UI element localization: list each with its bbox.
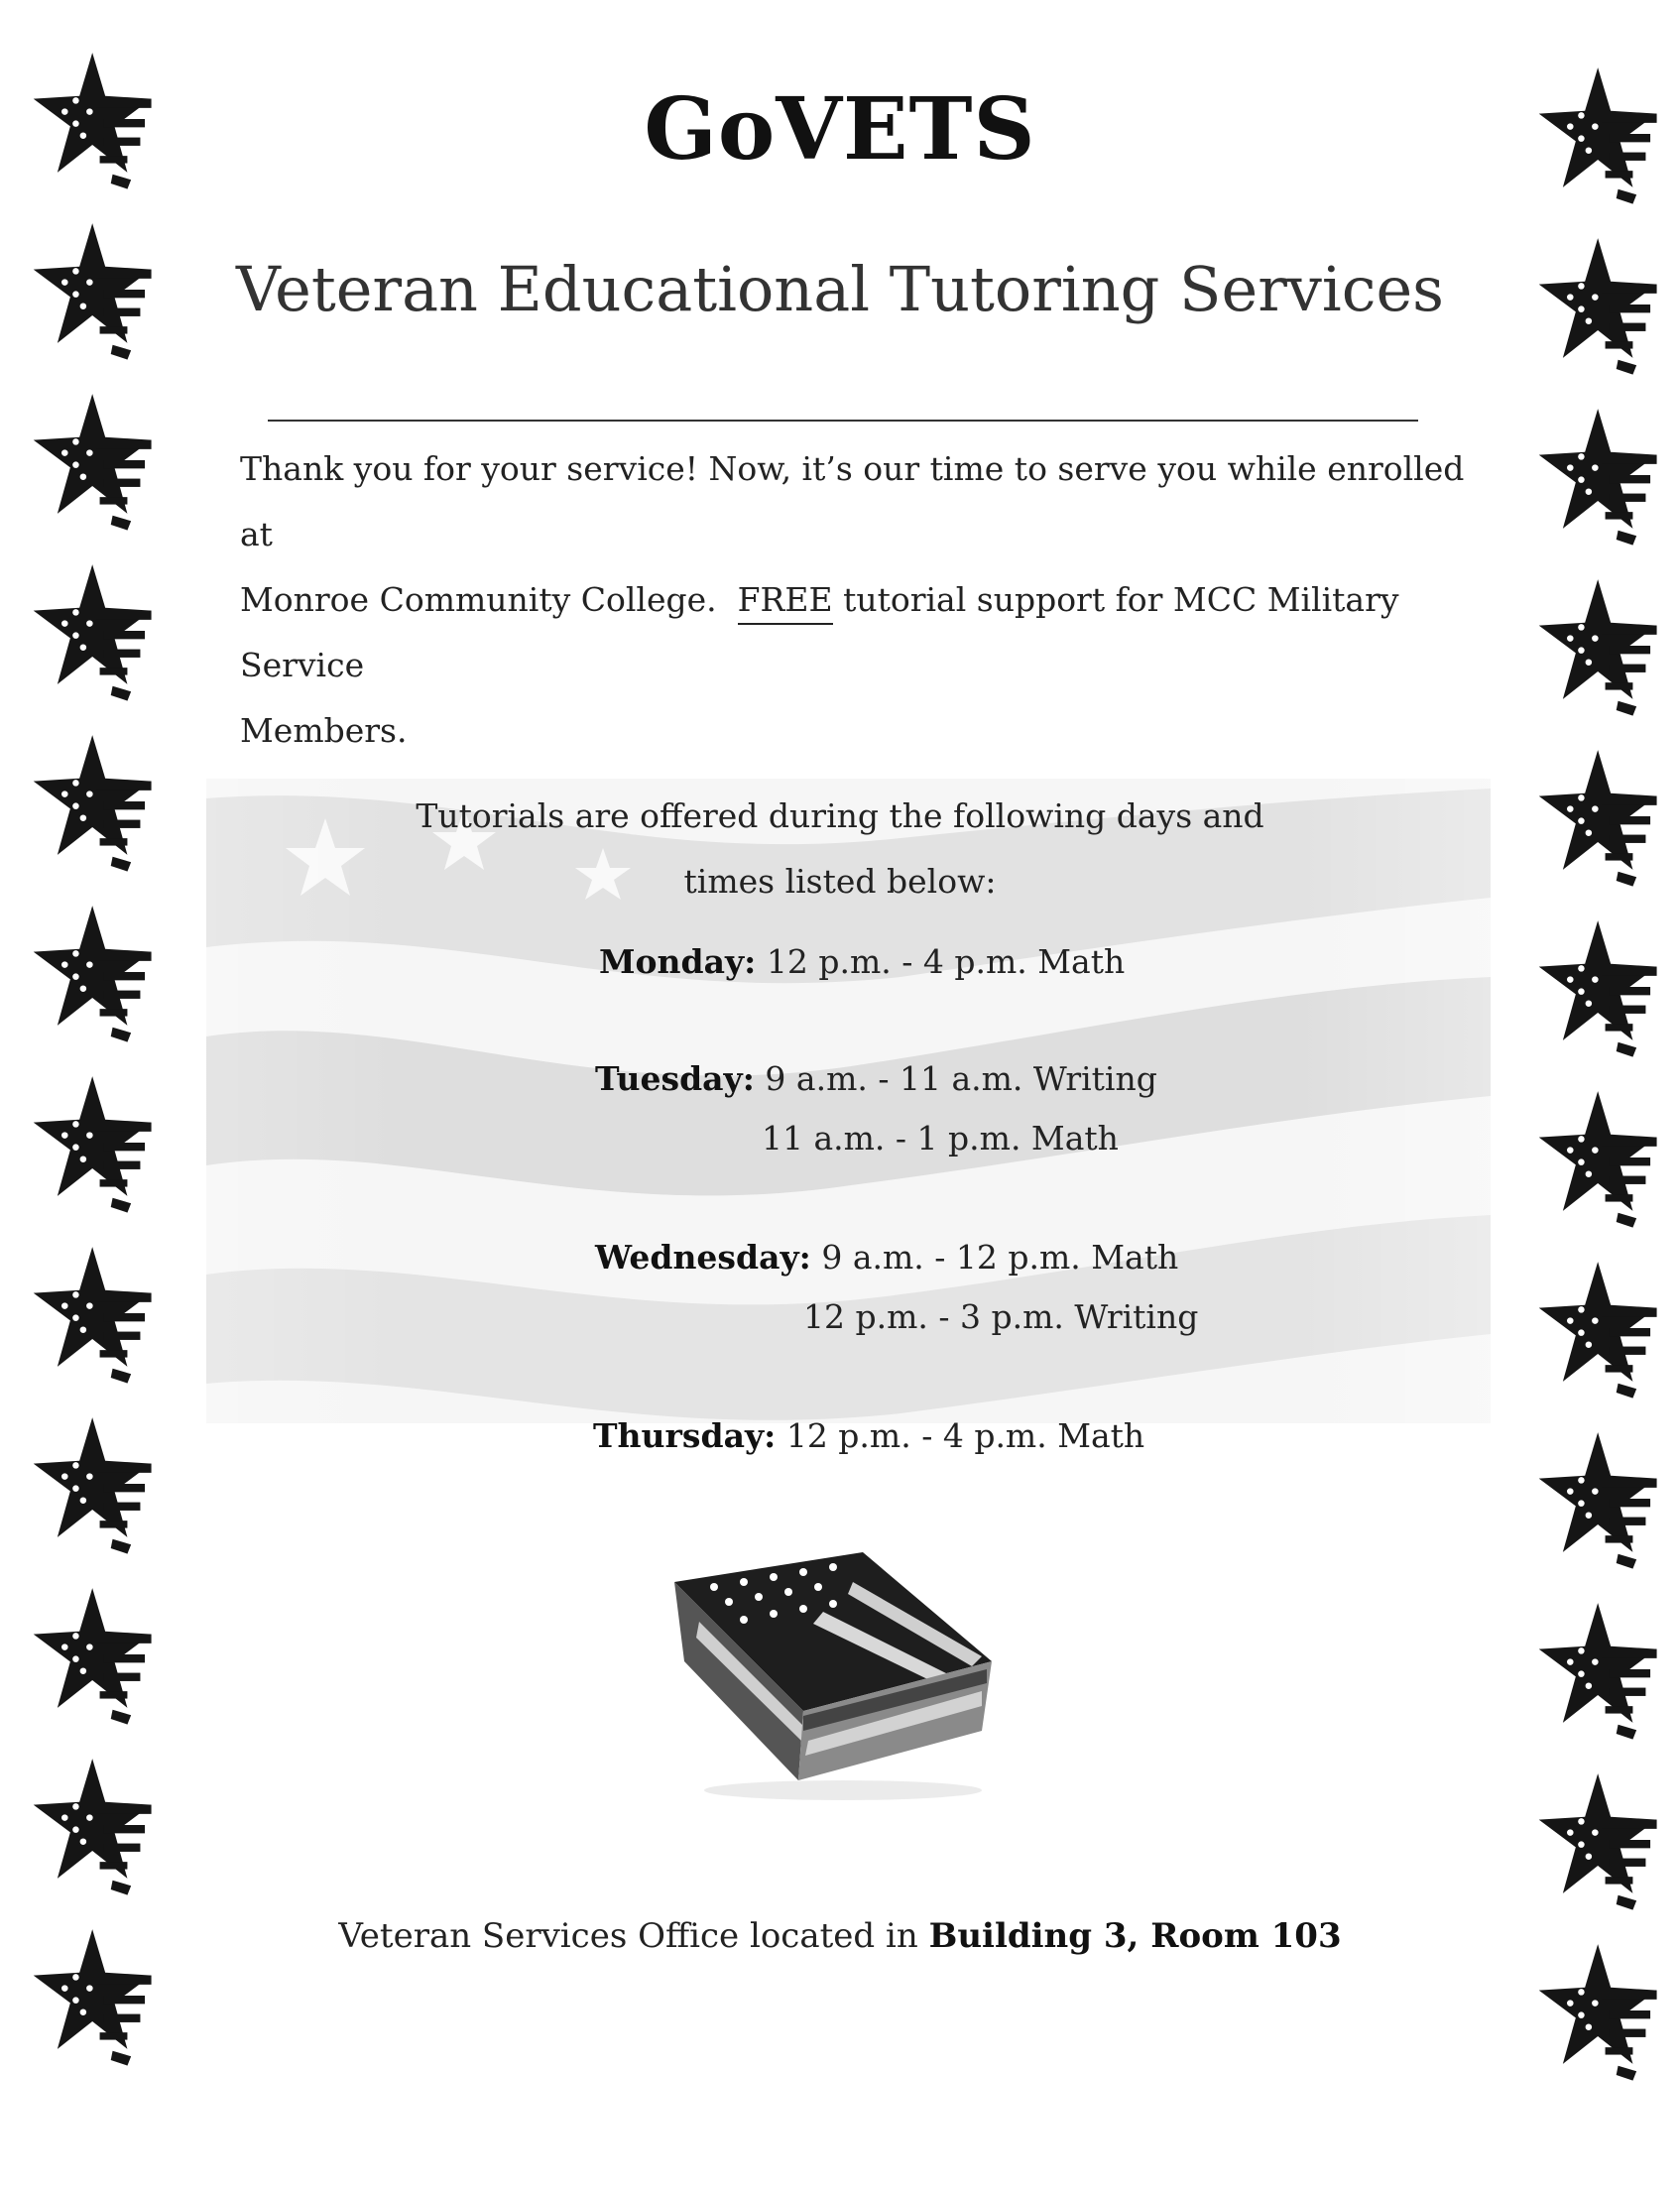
schedule-row-tuesday — [595, 1059, 1157, 1098]
page-subtitle: Veteran Educational Tutoring Services — [236, 253, 1444, 325]
flag-star-icon — [1535, 396, 1664, 554]
flag-star-icon — [30, 1575, 159, 1734]
schedule-intro — [0, 784, 1680, 914]
footer-text: Veteran Services Office located in — [338, 1916, 918, 1956]
day-label: Thursday: — [593, 1416, 777, 1455]
footer-location — [0, 1916, 1680, 1956]
intro-paragraph — [240, 436, 1470, 764]
schedule-intro-line-2: times listed below: — [683, 862, 997, 901]
flag-book-icon — [655, 1542, 1012, 1810]
day-label: Wednesday: — [595, 1238, 811, 1277]
intro-line-3: Members. — [240, 711, 408, 750]
left-star-border — [30, 0, 159, 2192]
day-label: Tuesday: — [595, 1059, 755, 1098]
free-emphasis: FREE — [738, 580, 833, 625]
flag-star-icon — [1535, 1249, 1664, 1407]
flag-star-icon — [1535, 1761, 1664, 1919]
schedule-row-thursday — [593, 1416, 1144, 1455]
flag-star-icon — [1535, 908, 1664, 1066]
divider — [268, 420, 1418, 422]
flag-star-icon — [1535, 566, 1664, 725]
session-time: 12 p.m. - 4 p.m. Math — [766, 942, 1126, 981]
flag-star-icon — [30, 1063, 159, 1222]
page-title: GoVETS — [644, 79, 1036, 180]
intro-line-2 — [240, 567, 1470, 698]
schedule-row-wednesday — [595, 1238, 1178, 1277]
flag-star-icon — [30, 1234, 159, 1393]
right-star-border — [1535, 0, 1664, 2192]
flag-star-icon — [30, 1404, 159, 1563]
session-time: 12 p.m. - 4 p.m. Math — [785, 1416, 1145, 1455]
intro-line-1: Thank you for your service! Now, it’s our time to serve you while enrolled at — [240, 449, 1465, 553]
session-time: 9 a.m. - 12 p.m. Math — [821, 1238, 1179, 1277]
schedule-row-monday — [599, 942, 1125, 981]
flag-star-icon — [1535, 1419, 1664, 1578]
flag-star-icon — [30, 381, 159, 540]
flag-star-icon — [30, 1746, 159, 1904]
flag-star-icon — [30, 893, 159, 1051]
session-time: 12 p.m. - 3 p.m. Writing — [803, 1297, 1199, 1336]
schedule-intro-line-1: Tutorials are offered during the following days and — [416, 796, 1264, 835]
flag-star-icon — [1535, 1590, 1664, 1749]
day-label: Monday: — [599, 942, 757, 981]
schedule-row-tuesday-second — [762, 1119, 1119, 1157]
flag-star-icon — [1535, 1078, 1664, 1237]
flag-star-icon — [30, 551, 159, 710]
session-time: 9 a.m. - 11 a.m. Writing — [765, 1059, 1157, 1098]
intro-line-2-end: tutorial support for MCC Military Service — [240, 580, 1399, 684]
session-time: 11 a.m. - 1 p.m. Math — [762, 1119, 1119, 1157]
intro-line-2-start: Monroe Community College. — [240, 580, 717, 619]
office-location: Building 3, Room 103 — [928, 1916, 1342, 1956]
schedule-row-wednesday-second — [803, 1297, 1198, 1336]
